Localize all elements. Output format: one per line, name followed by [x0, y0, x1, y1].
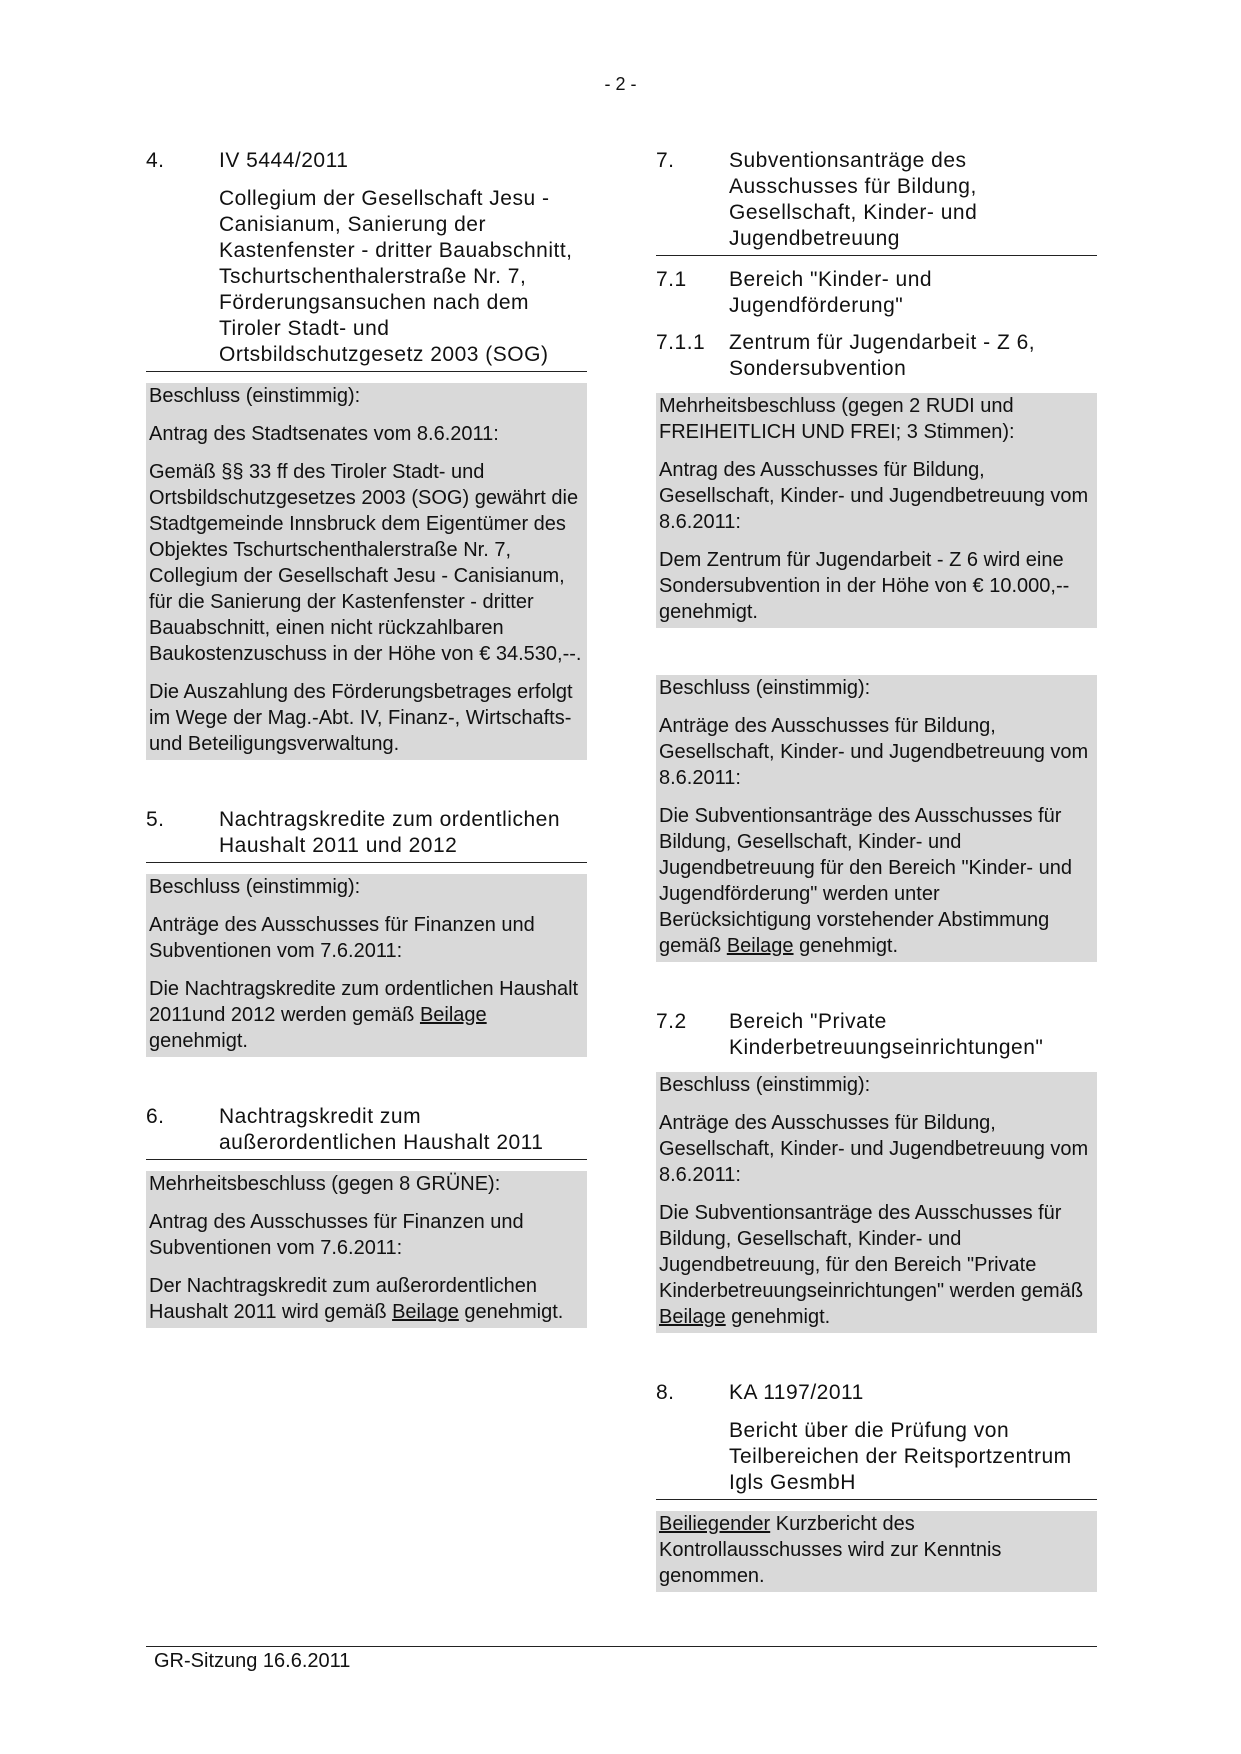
resolution-text: Die Nachtragskredite zum ordentlichen Haushalt 2011und 2012 werden gemäß Beilage genehmigt.	[149, 978, 579, 1052]
decision-label: Mehrheitsbeschluss (gegen 8 GRÜNE):	[149, 1173, 501, 1195]
divider	[146, 1159, 587, 1160]
resolution-box	[146, 1171, 587, 1328]
subsection-number: 7.2	[656, 1010, 687, 1033]
agenda-item-6	[146, 1104, 587, 1328]
item-number: 7.	[656, 149, 675, 172]
decision-label: Beschluss (einstimmig):	[149, 876, 361, 898]
subsection-title: Bereich "Private Kinderbetreuungseinrichtungen"	[729, 1010, 1044, 1059]
resolution-text: Beiliegender Kurzbericht des Kontrollausschusses wird zur Kenntnis genommen.	[659, 1513, 1002, 1587]
footer-text: GR-Sitzung 16.6.2011	[154, 1650, 351, 1672]
subsection-7-2	[656, 1009, 1097, 1061]
resolution-box	[146, 383, 587, 760]
resolution-text: Die Subventionsanträge des Ausschusses für Bildung, Gesellschaft, Kinder- und Jugendbetreuung für den Bereich "Kinder- und Jugendförderung" werden unter Berücksichtigung vorstehender Abstimmung gemäß Beilage genehmigt.	[659, 805, 1072, 957]
item-title: Nachtragskredit zum außerordentlichen Haushalt 2011	[219, 1105, 544, 1154]
motion-text: Anträge des Ausschusses für Bildung, Gesellschaft, Kinder- und Jugendbetreuung vom 8.6.2011:	[659, 715, 1089, 789]
decision-label: Beschluss (einstimmig):	[659, 1074, 871, 1096]
motion-text: Antrag des Stadtsenates vom 8.6.2011:	[149, 423, 499, 445]
right-column	[656, 148, 1097, 1592]
attachment-link[interactable]: Beilage	[419, 1004, 487, 1026]
divider	[656, 1499, 1097, 1500]
resolution-box	[656, 675, 1097, 962]
resolution-box	[656, 393, 1097, 628]
motion-text: Anträge des Ausschusses für Bildung, Gesellschaft, Kinder- und Jugendbetreuung vom 8.6.2011:	[659, 1112, 1089, 1186]
subsection-7-1	[656, 267, 1097, 319]
resolution-text: Der Nachtragskredit zum außerordentlichen Haushalt 2011 wird gemäß Beilage genehmigt.	[149, 1275, 564, 1323]
subsection-number: 7.1	[656, 268, 687, 291]
resolution-text: Dem Zentrum für Jugendarbeit - Z 6 wird eine Sondersubvention in der Höhe von € 10.000,-- genehmigt.	[659, 549, 1070, 623]
motion-text: Antrag des Ausschusses für Bildung, Gesellschaft, Kinder- und Jugendbetreuung vom 8.6.2011:	[659, 459, 1089, 533]
resolution-box	[656, 1511, 1097, 1592]
motion-text: Anträge des Ausschusses für Finanzen und Subventionen vom 7.6.2011:	[149, 914, 535, 962]
item-reference: IV 5444/2011	[219, 149, 349, 172]
item-number: 6.	[146, 1105, 165, 1128]
subsection-title: Bereich "Kinder- und Jugendförderung"	[729, 268, 933, 317]
subsection-title: Zentrum für Jugendarbeit - Z 6, Sondersubvention	[729, 331, 1036, 380]
attachment-link[interactable]: Beilage	[726, 935, 794, 957]
item-title: Subventionsanträge des Ausschusses für Bildung, Gesellschaft, Kinder- und Jugendbetreuung	[729, 149, 978, 250]
resolution-text: Die Auszahlung des Förderungsbetrages erfolgt im Wege der Mag.-Abt. IV, Finanz-, Wirtschafts- und Beteiligungsverwaltung.	[149, 681, 573, 755]
attachment-link[interactable]: Beilage	[659, 1306, 726, 1328]
agenda-item-5	[146, 807, 587, 1057]
left-column	[146, 148, 587, 1328]
attachment-link[interactable]: Beiliegender	[659, 1513, 771, 1535]
item-reference: KA 1197/2011	[729, 1381, 864, 1404]
decision-label: Beschluss (einstimmig):	[149, 385, 361, 407]
attachment-link[interactable]: Beilage	[392, 1301, 459, 1323]
divider	[656, 255, 1097, 256]
agenda-item-8	[656, 1380, 1097, 1592]
footer-divider	[146, 1646, 1097, 1647]
subsection-number: 7.1.1	[656, 331, 706, 354]
resolution-text: Gemäß §§ 33 ff des Tiroler Stadt- und Ortsbildschutzgesetzes 2003 (SOG) gewährt die Stadtgemeinde Innsbruck dem Eigentümer des Objektes Tschurtschenthalerstraße Nr. 7, Collegium der Gesellschaft Jesu - Canisianum, für die Sanierung der Kastenfenster - dritter Bauabschnitt, einen nicht rückzahlbaren Baukostenzuschuss in der Höhe von € 34.530,--.	[149, 461, 582, 665]
resolution-box	[656, 1072, 1097, 1333]
motion-text: Antrag des Ausschusses für Finanzen und Subventionen vom 7.6.2011:	[149, 1211, 524, 1259]
item-title: Nachtragskredite zum ordentlichen Haushalt 2011 und 2012	[219, 808, 560, 857]
item-title: Bericht über die Prüfung von Teilbereichen der Reitsportzentrum Igls GesmbH	[729, 1419, 1072, 1494]
decision-label: Beschluss (einstimmig):	[659, 677, 871, 699]
agenda-item-7	[656, 148, 1097, 1333]
item-number: 5.	[146, 808, 165, 831]
agenda-item-4	[146, 148, 587, 760]
decision-label: Mehrheitsbeschluss (gegen 2 RUDI und FREIHEITLICH UND FREI; 3 Stimmen):	[659, 395, 1015, 443]
subsection-7-1-1	[656, 330, 1097, 382]
resolution-box	[146, 874, 587, 1057]
divider	[146, 862, 587, 863]
resolution-text: Die Subventionsanträge des Ausschusses für Bildung, Gesellschaft, Kinder- und Jugendbetreuung, für den Bereich "Private Kinderbetreuungseinrichtungen" werden gemäß Beilage genehmigt.	[659, 1202, 1084, 1328]
item-number: 8.	[656, 1381, 675, 1404]
item-title: Collegium der Gesellschaft Jesu - Canisianum, Sanierung der Kastenfenster - dritter Bauabschnitt, Tschurtschenthalerstraße Nr. 7, Förderungsansuchen nach dem Tiroler Stadt- und Ortsbildschutzgesetz 2003 (SOG)	[219, 187, 573, 366]
divider	[146, 371, 587, 372]
page-number: - 2 -	[604, 74, 637, 94]
item-number: 4.	[146, 149, 165, 172]
